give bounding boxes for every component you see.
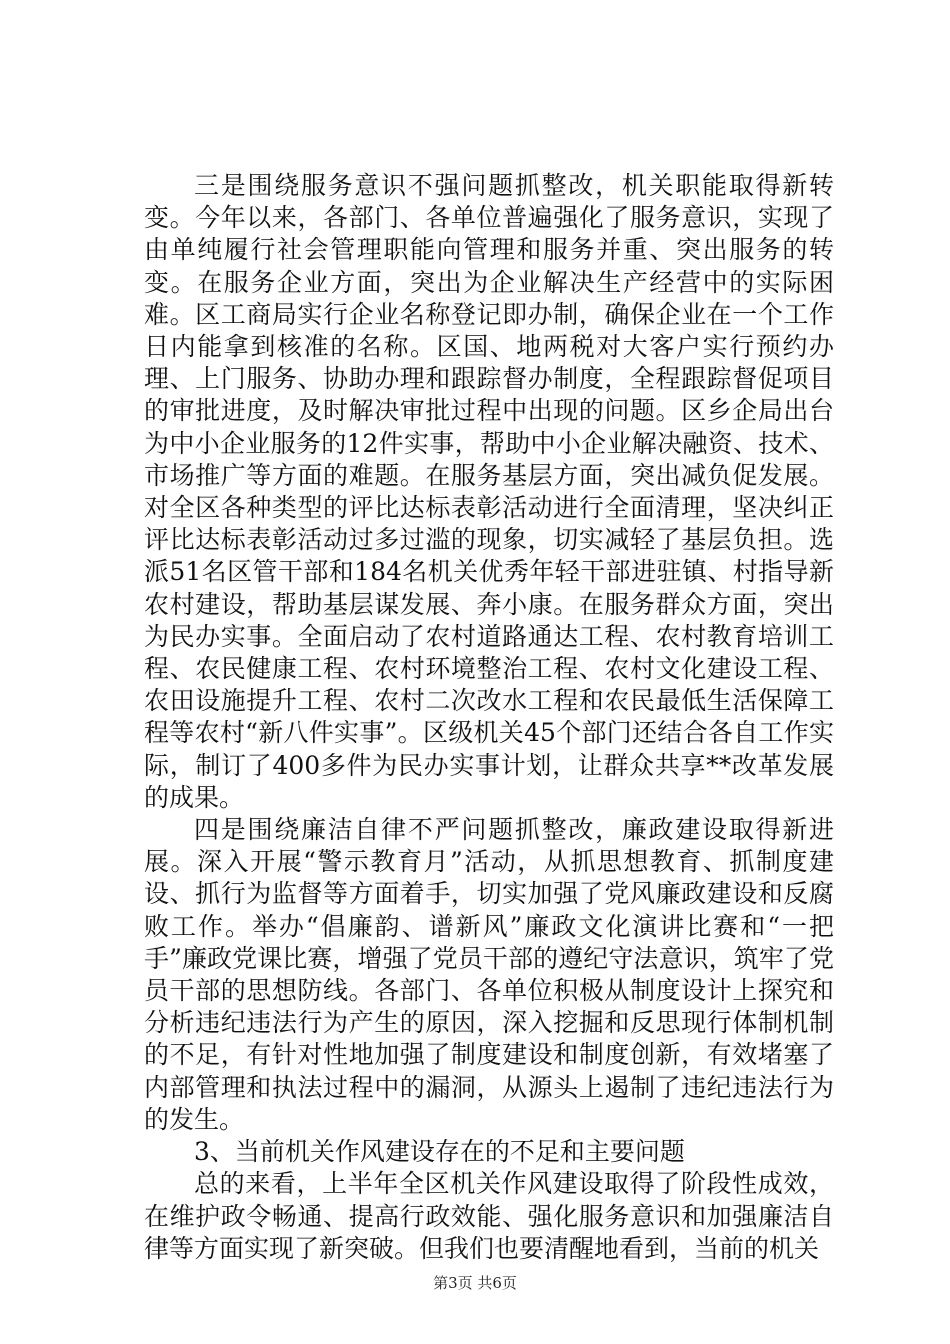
section-heading-problems: 3、当前机关作风建设存在的不足和主要问题: [194, 1137, 685, 1167]
paragraph-integrity-reform: 四是围绕廉洁自律不严问题抓整改，廉政建设取得新进展。深入开展“警示教育月”活动，从抓思想教育、抓制度建设、抓行为监督等方面着手，切实加强了党风廉政建设和反腐败工作。举办“倡廉韵、谱新风”廉政文化演讲比赛和“一把手”廉政党课比赛，增强了党员干部的遵纪守法意识，筑牢了党员干部的思想防线。各部门、各单位积极从制度设计上探究和分析违纪违法行为产生的原因，深入挖掘和反思现行体制机制的不足，有针对性地加强了制度建设和制度创新，有效堵塞了内部管理和执法过程中的漏洞，从源头上遏制了违纪违法行为的发生。: [144, 815, 834, 1134]
page-number-footer: 第3页 共6页: [433, 1274, 517, 1292]
document-body: [144, 170, 834, 1265]
paragraph-service-reform: 三是围绕服务意识不强问题抓整改，机关职能取得新转变。今年以来，各部门、各单位普遍强化了服务意识，实现了由单纯履行社会管理职能向管理和服务并重、突出服务的转变。在服务企业方面，突出为企业解决生产经营中的实际困难。区工商局实行企业名称登记即办制，确保企业在一个工作日内能拿到核准的名称。区国、地两税对大客户实行预约办理、上门服务、协助办理和跟踪督办制度，全程跟踪督促项目的审批进度，及时解决审批过程中出现的问题。区乡企局出台为中小企业服务的12件实事，帮助中小企业解决融资、技术、市场推广等方面的难题。在服务基层方面，突出减负促发展。对全区各种类型的评比达标表彰活动进行全面清理，坚决纠正评比达标表彰活动过多过滥的现象，切实减轻了基层负担。选派51名区管干部和184名机关优秀年轻干部进驻镇、村指导新农村建设，帮助基层谋发展、奔小康。在服务群众方面，突出为民办实事。全面启动了农村道路通达工程、农村教育培训工程、农民健康工程、农村环境整治工程、农村文化建设工程、农田设施提升工程、农村二次改水工程和农民最低生活保障工程等农村“新八件实事”。区级机关45个部门还结合各自工作实际，制订了400多件为民办实事计划，让群众共享**改革发展的成果。: [144, 171, 834, 812]
paragraph-summary: 总的来看，上半年全区机关作风建设取得了阶段性成效，在维护政令畅通、提高行政效能、强化服务意识和加强廉洁自律等方面实现了新突破。但我们也要清醒地看到，当前的机关: [144, 1169, 834, 1263]
